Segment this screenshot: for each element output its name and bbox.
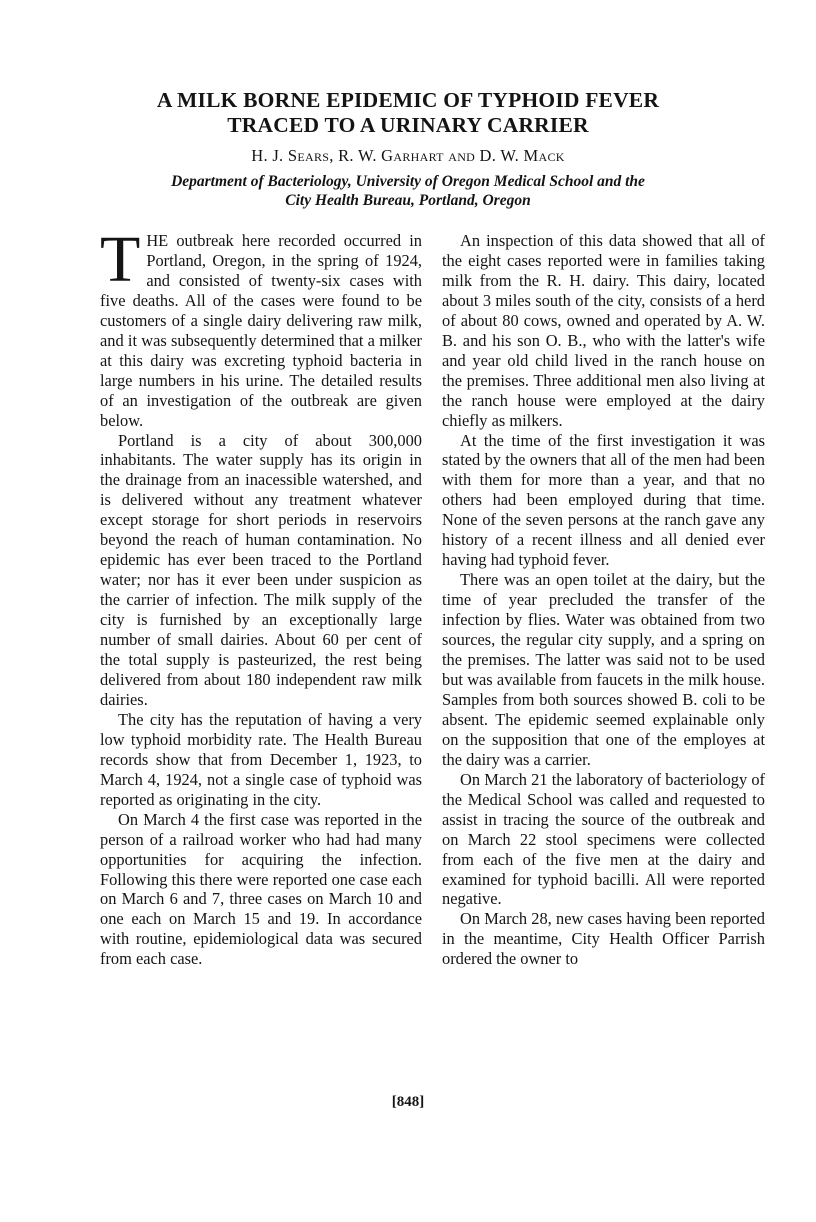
paragraph-7: There was an open toilet at the dairy, but the time of year precluded the transfer of the infection by flies. Water was obtained from two sources, the regular city supply, and a spring on the premises. The latter was said not to be used but was available from faucets in the milk house. Samples from both sources showed B. coli to be absent. The epidemic seemed explainable only on the supposition that one of the employes at the dairy was a carrier.: [442, 570, 765, 769]
affiliation-line-2: City Health Bureau, Portland, Oregon: [285, 192, 531, 209]
paragraph-1-text: HE outbreak here recorded occurred in Portland, Oregon, in the spring of 1924, and consisted of twenty-six cases with five deaths. All of the cases were found to be customers of a single dairy delivering raw milk, and it was subsequently determined that a milker at this dairy was excreting typhoid bacteria in large numbers in his urine. The detailed results of an investigation of the outbreak are given below.: [100, 231, 422, 430]
right-text-column: [442, 231, 765, 969]
paragraph-1: [100, 223, 422, 431]
author-list: H. J. Sears, R. W. Garhart and D. W. Mack: [251, 146, 565, 165]
left-text-column: [100, 223, 422, 969]
paragraph-2: Portland is a city of about 300,000 inhabitants. The water supply has its origin in the drainage from an inacessible watershed, and is delivered without any treatment whatever except storage for short periods in reservoirs beyond the reach of human contamination. No epidemic has ever been traced to the Portland water; nor has it ever been under suspicion as the carrier of infection. The milk supply of the city is furnished by an exceptionally large number of small dairies. About 60 per cent of the total supply is pasteurized, the rest being delivered from about 180 independent raw milk dairies.: [100, 430, 422, 709]
paragraph-9: On March 28, new cases having been reported in the meantime, City Health Officer Parrish ordered the owner to: [442, 909, 765, 969]
paragraph-5: An inspection of this data showed that all of the eight cases reported were in families taking milk from the R. H. dairy. This dairy, located about 3 miles south of the city, consists of a herd of about 80 cows, owned and operated by A. W. B. and his son O. B., who with the latter's wife and year old child lived in the ranch house on the premises. Three additional men also living at the ranch house were employed at the dairy chiefly as milkers.: [442, 231, 765, 430]
page-number: [848]: [391, 1094, 425, 1110]
paragraph-8: On March 21 the laboratory of bacteriology of the Medical School was called and requested to assist in tracing the source of the outbreak and on March 22 stool specimens were collected from each of the five men at the dairy and examined for typhoid bacilli. All were reported negative.: [442, 769, 765, 909]
article-title-line-2: TRACED TO A URINARY CARRIER: [227, 113, 589, 137]
drop-cap: T: [100, 223, 141, 296]
paragraph-3: The city has the reputation of having a very low typhoid morbidity rate. The Health Bureau records show that from December 1, 1923, to March 4, 1924, not a single case of typhoid was reported as originating in the city.: [100, 709, 422, 809]
paragraph-4: On March 4 the first case was reported in the person of a railroad worker who had had many opportunities for acquiring the infection. Following this there were reported one case each on March 6 and 7, three cases on March 10 and one each on March 15 and 19. In accordance with routine, epidemiological data was secured from each case.: [100, 809, 422, 969]
paragraph-6: At the time of the first investigation it was stated by the owners that all of the men had been with them for more than a year, and that no others had been employed during that time. None of the seven persons at the ranch gave any history of a recent illness and all denied ever having had typhoid fever.: [442, 430, 765, 570]
affiliation-line-1: Department of Bacteriology, University of Oregon Medical School and the: [171, 173, 645, 190]
article-title-line-1: A MILK BORNE EPIDEMIC OF TYPHOID FEVER: [156, 88, 660, 112]
